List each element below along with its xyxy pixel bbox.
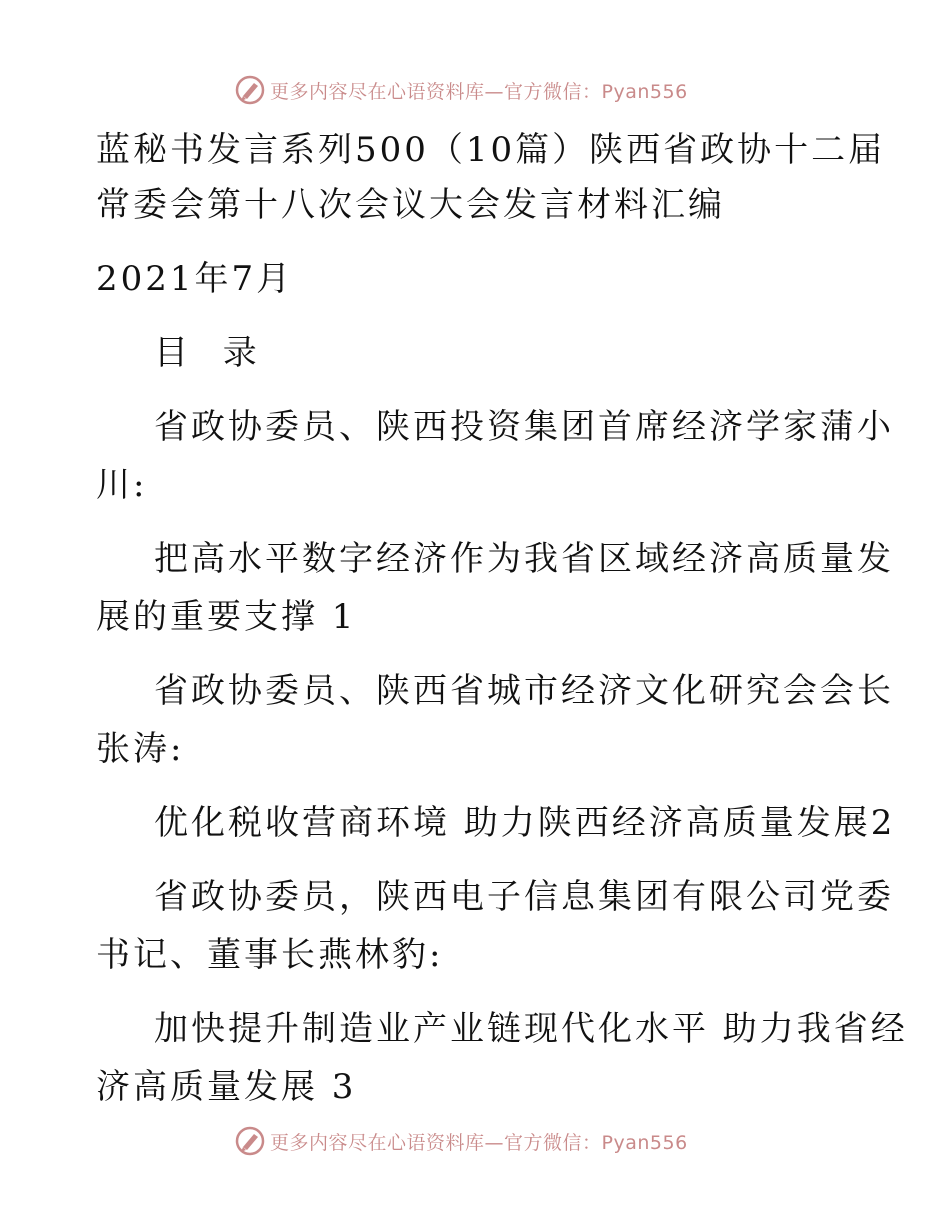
watermark-text: 更多内容尽在心语资料库—官方微信：Pyan556 xyxy=(270,1131,688,1154)
toc-entry-4-line-1: 优化税收营商环境 助力陕西经济高质量发展2 xyxy=(154,803,896,843)
toc-entry-2-line-2: 展的重要支撑 1 xyxy=(96,597,357,637)
watermark-wechat-id: Pyan556 xyxy=(601,80,688,103)
pen-seal-icon xyxy=(234,74,266,106)
toc-entry-2-line-1: 把高水平数字经济作为我省区域经济高质量发 xyxy=(154,539,894,579)
pen-seal-icon xyxy=(234,1125,266,1157)
document-title-line-2: 常委会第十八次会议大会发言材料汇编 xyxy=(96,185,725,225)
toc-entry-1-line-1: 省政协委员、陕西投资集团首席经济学家蒲小 xyxy=(154,407,894,447)
toc-entry-6-line-1: 加快提升制造业产业链现代化水平 助力我省经 xyxy=(154,1009,908,1049)
watermark-text: 更多内容尽在心语资料库—官方微信：Pyan556 xyxy=(270,80,688,103)
toc-entry-6-line-2: 济高质量发展 3 xyxy=(96,1067,357,1107)
document-title-line-1: 蓝秘书发言系列500（10篇）陕西省政协十二届 xyxy=(96,130,886,170)
document-date: 2021年7月 xyxy=(96,259,294,299)
watermark-wechat-id: Pyan556 xyxy=(601,1131,688,1154)
toc-entry-5-line-2: 书记、董事长燕林豹: xyxy=(96,935,444,975)
toc-entry-3-line-1: 省政协委员、陕西省城市经济文化研究会会长 xyxy=(154,671,894,711)
watermark-bottom xyxy=(234,1124,688,1158)
toc-entry-1-line-2: 川: xyxy=(96,465,148,505)
watermark-top xyxy=(234,73,688,107)
toc-entry-3-line-2: 张涛: xyxy=(96,729,185,769)
toc-heading: 目 录 xyxy=(154,333,269,373)
toc-entry-5-line-1: 省政协委员，陕西电子信息集团有限公司党委 xyxy=(154,877,894,917)
